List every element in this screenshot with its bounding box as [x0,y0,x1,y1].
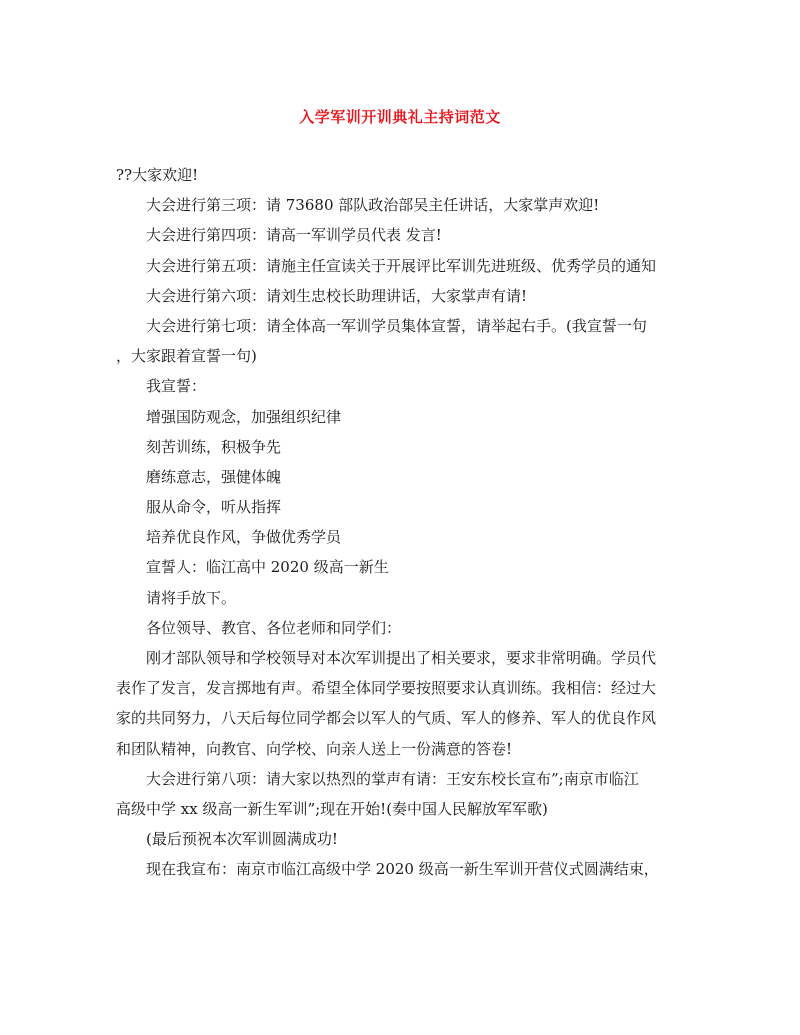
text-line: 请将手放下。 [146,588,237,607]
text-line: ??大家欢迎! [116,166,199,184]
text-line: 宣誓人：临江高中 2020 级高一新生 [146,558,389,577]
text-line: 各位领导、教官、各位老师和同学们： [146,618,402,637]
text-line: 我宣誓： [146,377,207,396]
text-line: 高级中学 xx 级高一新生军训”;现在开始!(奏中国人民解放军军歌) [116,799,548,818]
text-line: (最后预祝本次军训圆满成功! [146,830,338,849]
text-line: 大会进行第三项：请 73680 部队政治部吴主任讲话，大家掌声欢迎! [146,196,600,215]
text-line: 磨练意志，强健体魄 [146,467,282,486]
document-body [116,160,696,885]
text-line: 刻苦训练，积极争先 [146,437,282,456]
text-line: 家的共同努力，八天后每位同学都会以军人的气质、军人的修养、军人的优良作风 [116,709,657,728]
document-title: 入学军训开训典礼主持词范文 [299,108,501,126]
text-line: 现在我宣布：南京市临江高级中学 2020 级高一新生军训开营仪式圆满结束， [146,860,659,879]
text-line: 大会进行第六项：请刘生忠校长助理讲话，大家掌声有请! [146,286,528,305]
text-line: 增强国防观念，加强组织纪律 [146,407,342,426]
text-line: 培养优良作风，争做优秀学员 [146,528,342,547]
text-line: 刚才部队领导和学校领导对本次军训提出了相关要求，要求非常明确。学员代 [146,649,657,667]
text-line: 和团队精神，向教官、向学校、向亲人送上一份满意的答卷! [116,739,513,758]
text-line: 大会进行第五项：请施主任宣读关于开展评比军训先进班级、优秀学员的通知 [146,256,657,275]
text-line: 大会进行第八项：请大家以热烈的掌声有请：王安东校长宣布”;南京市临江 [146,769,639,788]
text-line: 大会进行第四项：请高一军训学员代表 发言! [146,226,442,245]
text-line: 大会进行第七项：请全体高一军训学员集体宣誓，请举起右手。(我宣誓一句 [146,316,647,335]
text-line: ，大家跟着宣誓一句) [116,347,257,366]
text-line: 表作了发言，发言掷地有声。希望全体同学要按照要求认真训练。我相信：经过大 [116,679,657,698]
text-line: 服从命令，听从指挥 [146,498,282,517]
